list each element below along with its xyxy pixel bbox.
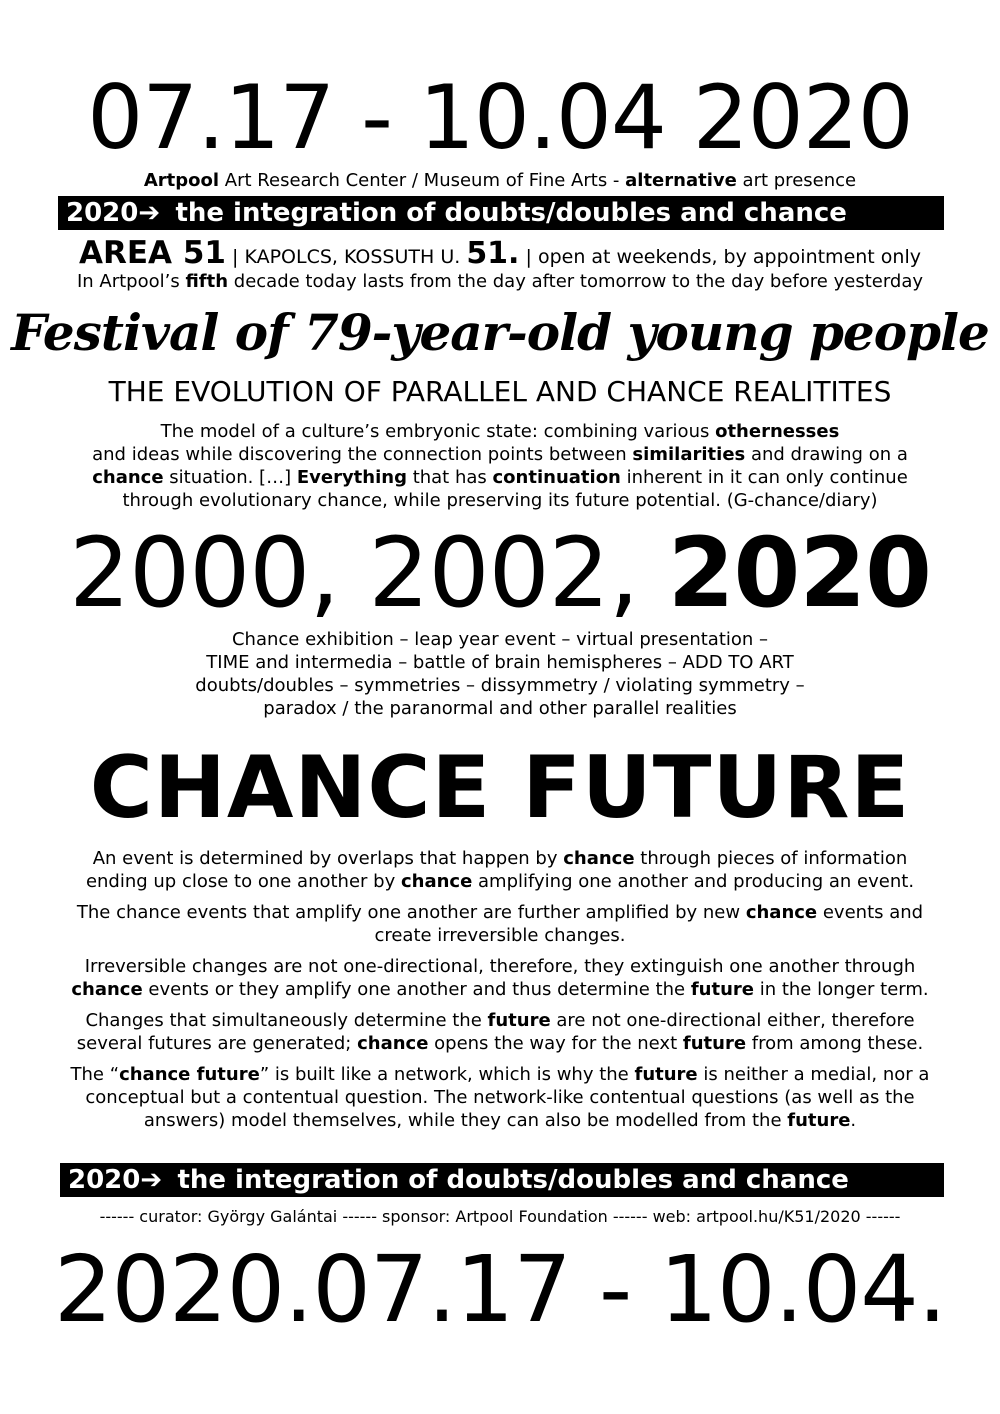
footer-date: 2020.07.17 - 10.04. xyxy=(53,1236,947,1343)
decade-bold: fifth xyxy=(185,271,229,292)
text: An event is determined by overlaps that happen by xyxy=(92,848,564,869)
chance-list-line: TIME and intermedia – battle of brain hemispheres – ADD TO ART xyxy=(206,652,794,673)
text: amplifying one another and producing an event. xyxy=(472,871,915,892)
text: create irreversible changes. xyxy=(374,925,626,946)
intro-paragraph xyxy=(30,420,970,512)
text: that has xyxy=(406,467,493,488)
text: answers) model themselves, while they can also be modelled from the xyxy=(143,1110,788,1131)
text: events or they amplify one another and thus determine the xyxy=(142,979,691,1000)
text-bold: othernesses xyxy=(715,421,840,442)
exhibition-date-range: 07.17 - 10.04 2020 xyxy=(87,66,913,169)
text: through evolutionary chance, while preserving its future potential. (G-chance/diary) xyxy=(122,490,878,511)
theme-banner-bottom xyxy=(60,1163,944,1197)
venue-line xyxy=(0,235,1000,271)
text: are not one-directional either, therefore xyxy=(550,1010,915,1031)
subtitle-bold: alternative xyxy=(625,170,737,191)
text-bold: Everything xyxy=(296,467,407,488)
years-plain: 2000, 2002, xyxy=(69,517,668,629)
text: Changes that simultaneously determine the xyxy=(85,1010,488,1031)
chance-future-title: CHANCE FUTURE xyxy=(89,738,911,838)
chance-paragraph-3 xyxy=(30,955,970,1001)
text-bold: chance xyxy=(400,871,473,892)
text-bold: chance xyxy=(71,979,143,1000)
subtitle-end: art presence xyxy=(736,170,857,191)
chance-list xyxy=(30,628,970,720)
text: The model of a culture’s embryonic state: combining various xyxy=(160,421,716,442)
banner-year: 2020 xyxy=(66,198,139,228)
text: and ideas while discovering the connection points between xyxy=(92,444,633,465)
decade-line xyxy=(0,273,1000,291)
venue-address: KAPOLCS, KOSSUTH U. xyxy=(244,246,467,268)
right-arrow-icon: ➔ xyxy=(140,1165,163,1195)
text: from among these. xyxy=(746,1033,924,1054)
organizer-subtitle xyxy=(0,172,1000,190)
decade-pre: In Artpool’s xyxy=(76,271,186,292)
text-bold: continuation xyxy=(492,467,621,488)
text-bold: chance xyxy=(92,467,164,488)
venue-sep: | xyxy=(519,246,538,268)
text-bold: future xyxy=(487,1010,551,1031)
text-bold: chance xyxy=(745,902,818,923)
text: opens the way for the next xyxy=(428,1033,683,1054)
text: inherent in it can only continue xyxy=(620,467,908,488)
subtitle-middle: Art Research Center / Museum of Fine Arts - xyxy=(219,170,626,191)
text: in the longer term. xyxy=(753,979,929,1000)
chance-list-line: paradox / the paranormal and other parallel realities xyxy=(263,698,737,719)
text-bold: chance future xyxy=(119,1064,260,1085)
text: The chance events that amplify one another are further amplified by new xyxy=(76,902,746,923)
text: . xyxy=(850,1110,857,1131)
evolution-title: THE EVOLUTION OF PARALLEL AND CHANCE REALITITES xyxy=(108,375,892,408)
text: through pieces of information xyxy=(634,848,908,869)
chance-list-line: Chance exhibition – leap year event – virtual presentation – xyxy=(231,629,769,650)
banner-text: the integration of doubts/doubles and chance xyxy=(177,1165,849,1195)
text-bold: future xyxy=(787,1110,851,1131)
chance-list-line: doubts/doubles – symmetries – dissymmetry / violating symmetry – xyxy=(195,675,805,696)
org-name: Artpool xyxy=(143,170,220,191)
chance-paragraph-4 xyxy=(30,1009,970,1055)
text-bold: future xyxy=(690,979,754,1000)
years-heading xyxy=(0,517,1000,629)
text-bold: similarities xyxy=(632,444,746,465)
text: conceptual but a contentual question. The network-like contentual questions (as well as the xyxy=(85,1087,915,1108)
text: ” is built like a network, which is why the xyxy=(259,1064,635,1085)
banner-text: the integration of doubts/doubles and chance xyxy=(175,198,847,228)
text: and drawing on a xyxy=(745,444,908,465)
text: The “ xyxy=(70,1064,120,1085)
credits-line: ------ curator: György Galántai ------ sponsor: Artpool Foundation ------ web: artpool.hu/K51/2020 ------ xyxy=(99,1207,901,1226)
right-arrow-icon: ➔ xyxy=(138,198,161,228)
text: Irreversible changes are not one-directional, therefore, they extinguish one another through xyxy=(84,956,916,977)
text: several futures are generated; xyxy=(76,1033,358,1054)
text: is neither a medial, nor a xyxy=(697,1064,930,1085)
festival-title: Festival of 79-year-old young people xyxy=(11,303,989,362)
text-bold: future xyxy=(682,1033,747,1054)
text-bold: chance xyxy=(563,848,635,869)
banner-year: 2020 xyxy=(68,1165,141,1195)
chance-paragraph-5 xyxy=(30,1063,970,1132)
text: ending up close to one another by xyxy=(85,871,401,892)
text: events and xyxy=(817,902,924,923)
chance-paragraph-2 xyxy=(30,901,970,947)
text-bold: future xyxy=(634,1064,698,1085)
decade-post: decade today lasts from the day after tomorrow to the day before yesterday xyxy=(228,271,924,292)
venue-hours: open at weekends, by appointment only xyxy=(537,246,921,268)
text-bold: chance xyxy=(357,1033,429,1054)
years-bold: 2020 xyxy=(667,517,931,629)
venue-area-name: AREA 51 xyxy=(79,235,226,271)
text: situation. […] xyxy=(163,467,297,488)
theme-banner-top xyxy=(58,196,944,230)
venue-number: 51. xyxy=(466,236,520,271)
chance-paragraph-1 xyxy=(30,847,970,893)
venue-sep: | xyxy=(225,246,245,268)
